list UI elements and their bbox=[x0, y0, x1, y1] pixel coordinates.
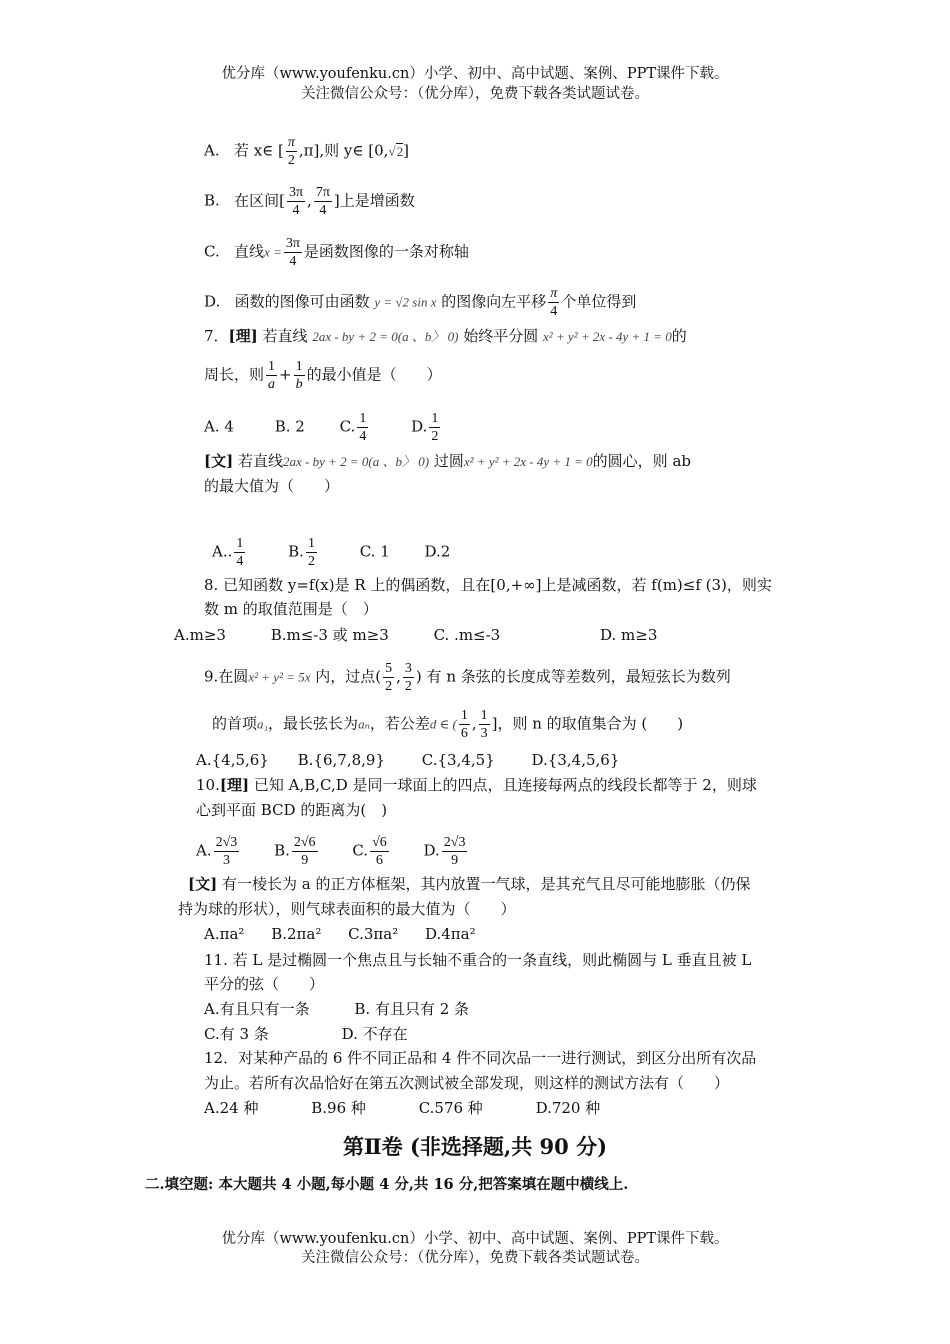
q10-wen-line-2: 持为球的形状），则气球表面积的最大值为（ ） bbox=[178, 900, 516, 918]
q8-line-2: 数 m 的取值范围是（ ） bbox=[204, 600, 378, 618]
header-line-1: 优分库（www.youfenku.cn）小学、初中、高中试题、案例、PPT课件下载。 bbox=[221, 66, 729, 82]
q10-wen-line-1: [文] 有一棱长为 a 的正方体框架，其内放置一气球，是其充气且尽可能地膨胀（仍保 bbox=[188, 875, 751, 893]
q10-wen-options: A.πa² B.2πa² C.3πa² D.4πa² bbox=[204, 925, 476, 943]
q12-line-2: 为止。若所有次品恰好在第五次测试被全部发现，则这样的测试方法有（ ） bbox=[204, 1074, 730, 1092]
q12-options: A.24 种 B.96 种 C.576 种 D.720 种 bbox=[204, 1099, 601, 1117]
q7-wen-line-2: 的最大值为（ ） bbox=[204, 477, 340, 495]
q7-wen-options: A.. $\frac{1}{4}$ B. $\frac{1}{2}$ C. 1 D.2 bbox=[212, 536, 451, 569]
q12-line-1: 12．对某种产品的 6 件不同正品和 4 件不同次品一一进行测试，到区分出所有次品 bbox=[204, 1049, 757, 1067]
q6-option-c: C. 直线x = $\frac{3\pi}{4}$ 是函数图像的一条对称轴 bbox=[204, 236, 469, 269]
q7-wen-line-1: [文] 若直线2ax - by + 2 = 0(a 、b〉 0) 过圆x² + y² + 2x - 4y + 1 = 0的圆心，则 ab bbox=[204, 452, 691, 470]
section-fill-in-heading: 二.填空题: 本大题共 4 小题,每小题 4 分,共 16 分,把答案填在题中横线上. bbox=[145, 1176, 629, 1193]
q11-line-2: 平分的弦（ ） bbox=[204, 975, 325, 993]
q8-line-1: 8. 已知函数 y=f(x)是 R 上的偶函数，且在[0,+∞]上是减函数，若 f(m)≤f (3)，则实 bbox=[204, 576, 772, 594]
q7-li-line-2: 周长，则 $\frac{1}{a}$ + $\frac{1}{b}$ 的最小值是（ ） bbox=[204, 359, 442, 392]
q10-li-line-1: 10.[理] 已知 A,B,C,D 是同一球面上的四点，且连接每两点的线段长都等于 2，则球 bbox=[196, 776, 757, 794]
q6-option-b: B. 在区间[ $\frac{3\pi}{4}$ , $\frac{7\pi}{4}$ ]上是增函数 bbox=[204, 185, 415, 218]
q10-li-line-2: 心到平面 BCD 的距离为( ) bbox=[196, 801, 388, 819]
q8-options: A.m≥3 B.m≤-3 或 m≥3 C. .m≤-3 D. m≥3 bbox=[174, 626, 658, 644]
q9-line-1: 9.在圆x² + y² = 5x 内，过点( $\frac{5}{2}$ , $\frac{3}{2}$ ) 有 n 条弦的长度成等差数列，最短弦长为数列 bbox=[204, 661, 731, 694]
q10-li-options: A. $\frac{2√3}{3}$ B. $\frac{2√6}{9}$ C. $\frac{√6}{6}$ D. $\frac{2√3}{9}$ bbox=[196, 835, 466, 868]
q11-line-1: 11. 若 L 是过椭圆一个焦点且与长轴不重合的一条直线，则此椭圆与 L 垂直且被 L bbox=[204, 951, 752, 969]
footer-line-2: 关注微信公众号：（优分库），免费下载各类试题试卷。 bbox=[301, 1250, 649, 1266]
q6-option-d: D. 函数的图像可由函数 y = √2 sin x 的图像向左平移 $\frac{\pi}{4}$ 个单位得到 bbox=[204, 286, 637, 319]
q11-options-row-2: C.有 3 条 D. 不存在 bbox=[204, 1025, 408, 1043]
q11-options-row-1: A.有且只有一条 B. 有且只有 2 条 bbox=[204, 1000, 470, 1018]
q9-options: A.{4,5,6} B.{6,7,8,9} C.{3,4,5} D.{3,4,5,6} bbox=[196, 751, 620, 769]
q7-li-options: A. 4 B. 2 C. $\frac{1}{4}$ D. $\frac{1}{2}$ bbox=[204, 411, 439, 444]
q9-line-2: 的首项a₁，最长弦长为aₙ，若公差d ∈ ( $\frac{1}{6}$ , $\frac{1}{3}$ ]，则 n 的取值集合为 ( ) bbox=[212, 708, 684, 741]
header-line-2: 关注微信公众号：（优分库），免费下载各类试题试卷。 bbox=[301, 86, 649, 102]
q6-option-a: A. 若 x∈ [ $\frac{\pi}{2}$ ,π],则 y∈ [0,√2] bbox=[204, 135, 409, 168]
q7-li-line-1: 7．[理] 若直线 2ax - by + 2 = 0(a 、b〉 0) 始终平分圆 x² + y² + 2x - 4y + 1 = 0的 bbox=[204, 327, 687, 345]
part-2-title: 第Ⅱ卷 (非选择题,共 90 分) bbox=[342, 1134, 608, 1159]
footer-line-1: 优分库（www.youfenku.cn）小学、初中、高中试题、案例、PPT课件下载。 bbox=[221, 1231, 729, 1247]
